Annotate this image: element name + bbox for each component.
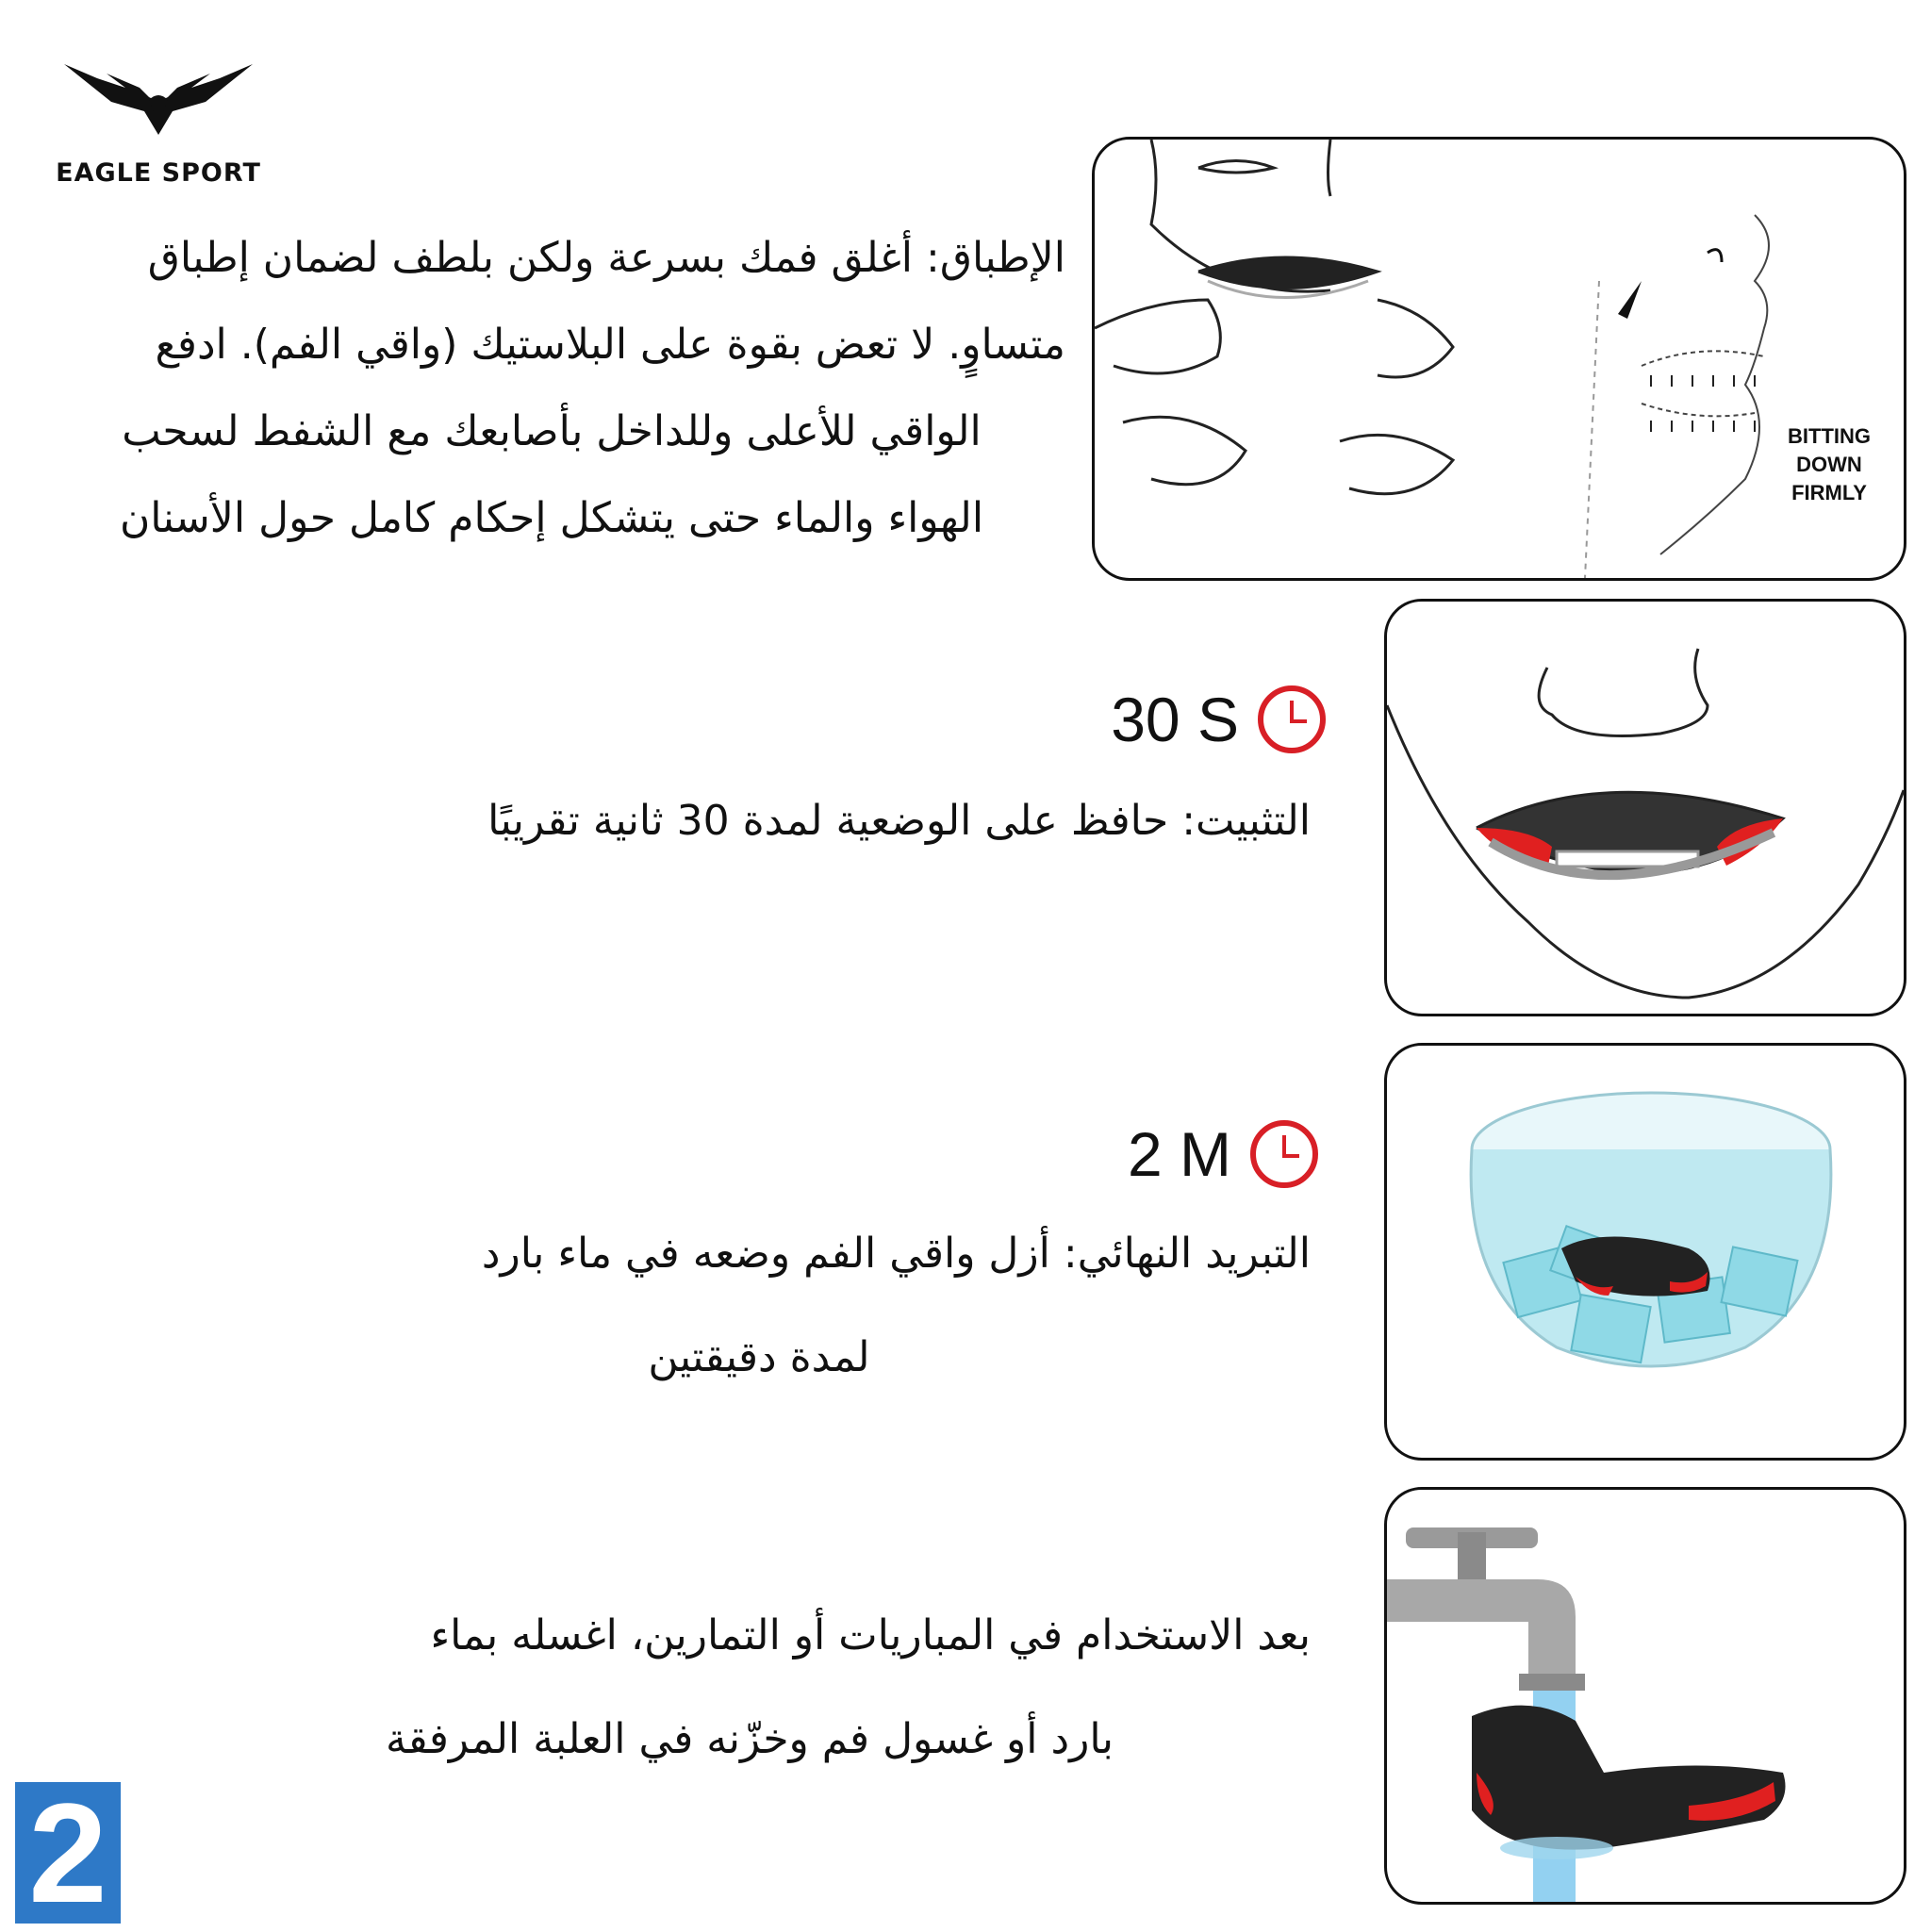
brand-name: EAGLE SPORT xyxy=(56,158,261,188)
biting-label xyxy=(1788,422,1871,507)
biting-label-line-1: BITTING xyxy=(1788,424,1871,448)
fitting-line-1: الإطباق: أغلق فمك بسرعة ولكن بلطف لضمان إطباق xyxy=(147,234,1065,282)
hold-illustration-panel xyxy=(1384,599,1906,1016)
biting-illustration xyxy=(1095,140,1904,578)
wash-instructions xyxy=(189,1584,1311,1792)
wash-line-1: بعد الاستخدام في المباريات أو التمارين، اغسله بماء xyxy=(430,1611,1311,1660)
cool-illustration-panel xyxy=(1384,1043,1906,1461)
hold-timer xyxy=(1111,684,1328,755)
fitting-illustration-panel xyxy=(1092,137,1906,581)
fitting-line-3: الواقي للأعلى وللداخل بأصابعك مع الشفط لسحب xyxy=(122,407,982,455)
hold-instruction: التثبيت: حافظ على الوضعية لمدة 30 ثانية تقريبًا xyxy=(487,797,1311,845)
wash-line-2: بارد أو غسول فم وخزّنه في العلبة المرفقة xyxy=(386,1715,1114,1763)
faucet-illustration xyxy=(1387,1490,1904,1902)
eagle-logo-icon xyxy=(55,45,262,149)
fitting-line-2: متساوٍ. لا تعض بقوة على البلاستيك (واقي الفم). ادفع xyxy=(155,321,1065,369)
fitting-instructions xyxy=(38,215,1065,562)
brand-logo xyxy=(26,45,290,196)
fitting-line-4: الهواء والماء حتى يتشكل إحكام كامل حول الأسنان xyxy=(119,494,984,542)
clock-icon xyxy=(1248,1118,1320,1190)
ice-bowl-illustration xyxy=(1387,1046,1904,1458)
cool-line-1: التبريد النهائي: أزل واقي الفم وضعه في ماء بارد xyxy=(481,1230,1311,1278)
hold-time-value: 30 S xyxy=(1111,685,1239,754)
biting-label-line-3: FIRMLY xyxy=(1791,481,1867,504)
cool-line-2: لمدة دقيقتين xyxy=(648,1333,870,1381)
clock-icon xyxy=(1256,684,1328,755)
biting-label-line-2: DOWN xyxy=(1796,453,1862,476)
mouth-illustration xyxy=(1387,602,1904,1014)
page-number-badge: 2 xyxy=(15,1782,121,1924)
cool-time-value: 2 M xyxy=(1127,1119,1231,1189)
cool-timer xyxy=(1128,1118,1320,1190)
wash-illustration-panel xyxy=(1384,1487,1906,1905)
cool-instructions xyxy=(207,1202,1311,1410)
